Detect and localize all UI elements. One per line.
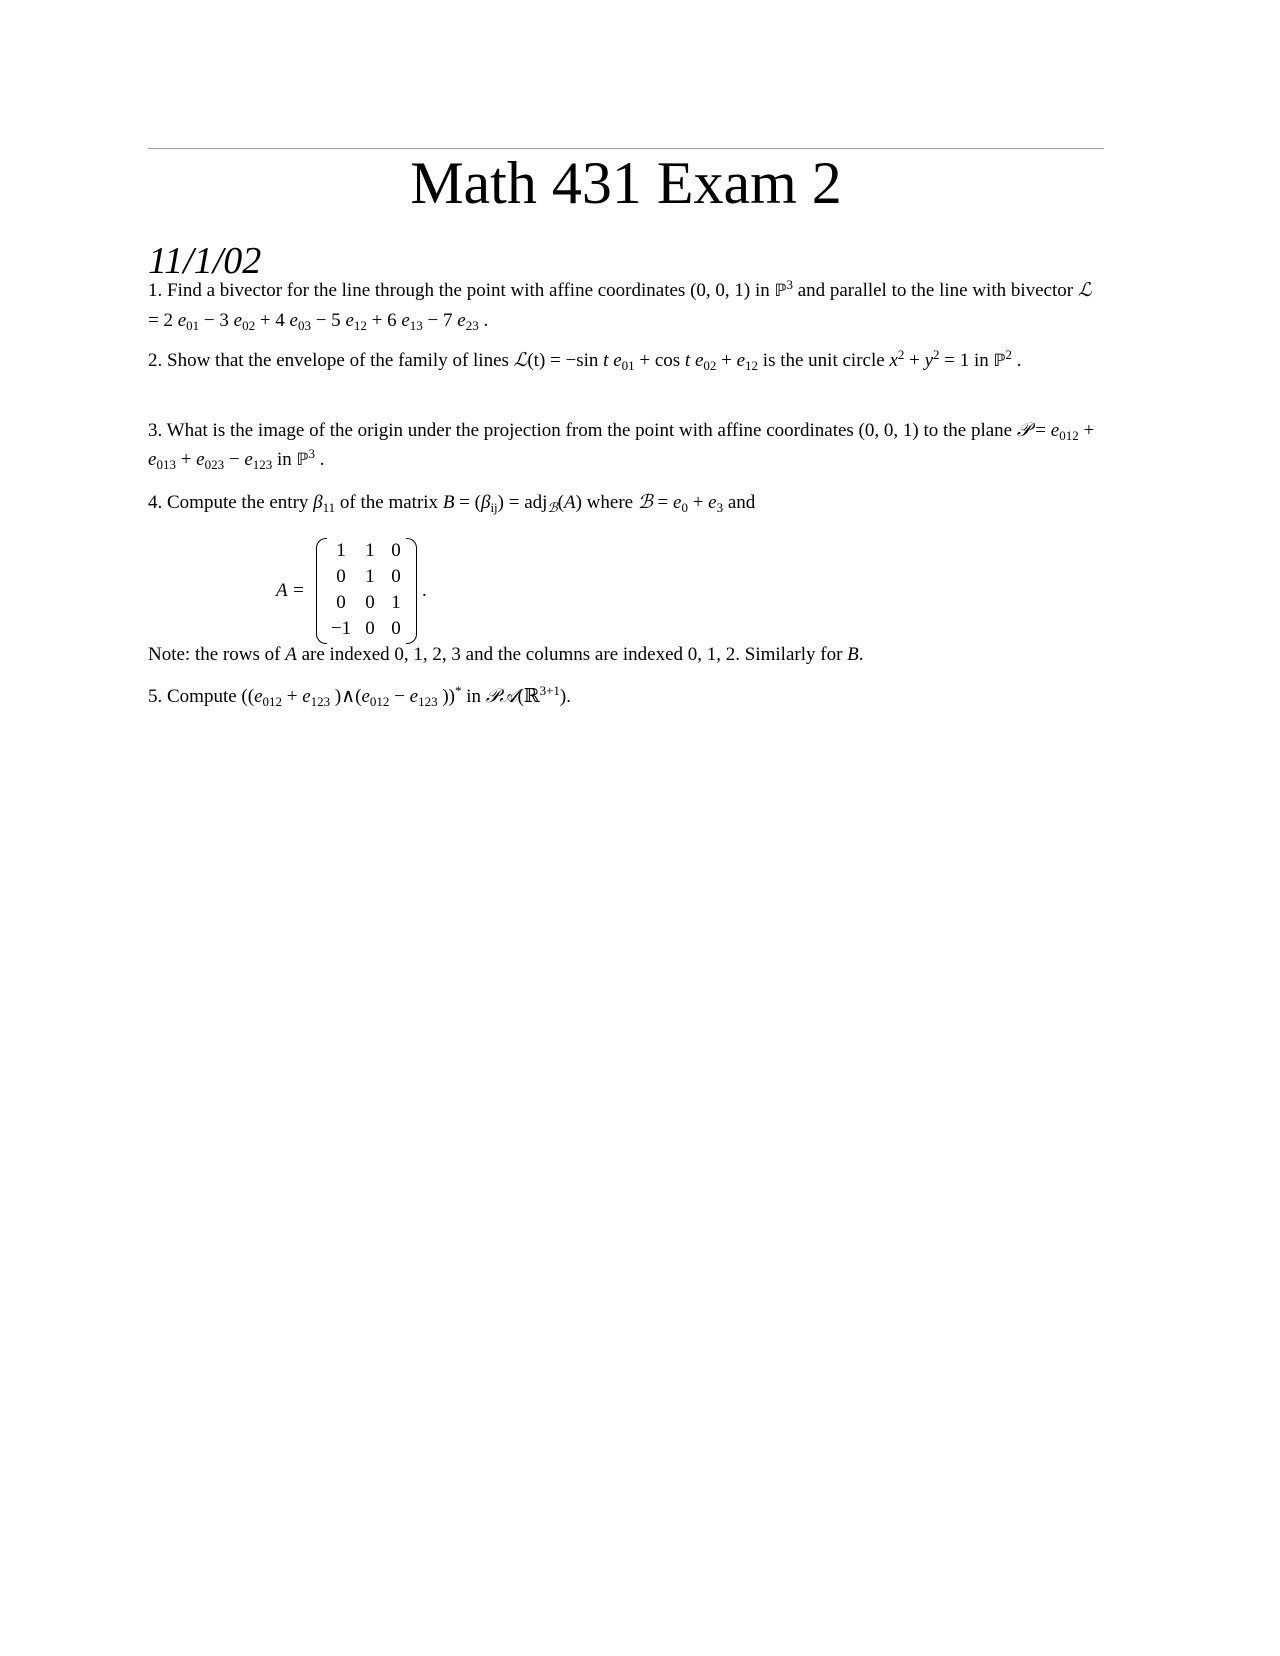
problem-4: 4. Compute the entry $\beta_{11}$ of the matrix $B = (\beta_{ij}) = adj_ℬ(A)$ where ℬ = $e_0 + e_3$ and (148, 491, 756, 516)
matrix-cell: −1 (330, 618, 352, 639)
matrix-cell: 0 (391, 540, 401, 561)
matrix-period: . (422, 580, 427, 601)
matrix-cell: 1 (336, 540, 346, 561)
matrix-cell: 0 (365, 618, 375, 639)
matrix-cell: 1 (365, 566, 375, 587)
note: Note: the rows of A are indexed 0, 1, 2, 3 and the columns are indexed 0, 1, 2. Similarly for B. (148, 644, 864, 665)
page-title: Math 431 Exam 2 (410, 150, 842, 216)
problem-5: 5. Compute (($e_{012} + e_{123}$ )$\wedge(e_{012} - e_{123}$ ))* in 𝒫𝒜(ℝ$^{3+1}$). (148, 683, 571, 709)
matrix-cell: 0 (336, 592, 346, 613)
matrix-cell: 0 (391, 566, 401, 587)
problem-3: 3. What is the image of the origin under the projection from the point with affine coordinates (0, 0, 1) to the plane 𝒫 = $e_{012} + e_{013} + e_{023} - e_{123}$ in ℙ$^3$ . (148, 419, 1095, 472)
matrix-cell: 1 (365, 540, 375, 561)
problem-1: 1. Find a bivector for the line through the point with affine coordinates (0, 0, 1) in ℙ$^3$ and parallel to the line with bivector ℒ = 2 $e_{01} - 3$ $e_{02} + 4$ $e_{03} - 5$ $e_{12} + 6$ $e_{13} - 7$ $e_{23}$ . (148, 277, 1092, 333)
matrix-cell: 0 (391, 618, 401, 639)
matrix-label: A = (276, 580, 305, 601)
problem-2: 2. Show that the envelope of the family of lines ℒ(t) = −sin t $e_{01} + \cos t$ $e_{02} + e_{12}$ is the unit circle $x^2 + y^2 = 1$ in ℙ$^2$ . (148, 347, 1022, 373)
matrix-cell: 0 (365, 592, 375, 613)
matrix-cell: 1 (391, 592, 401, 613)
matrix-cells (326, 538, 408, 642)
matrix-right-paren (406, 538, 417, 644)
matrix-cell: 0 (336, 566, 346, 587)
exam-date: 11/1/02 (148, 240, 262, 282)
